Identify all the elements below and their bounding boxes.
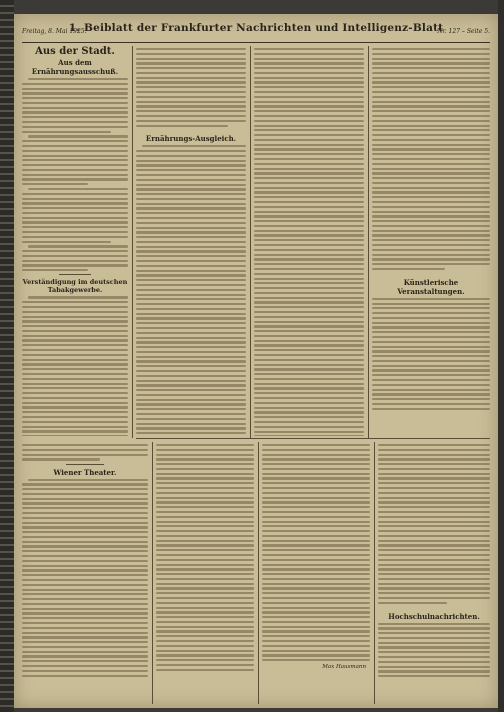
article-body (372, 48, 490, 270)
bottom-column-2 (156, 442, 254, 704)
article-body (136, 48, 246, 127)
column-rule (152, 442, 153, 704)
article-body (156, 444, 254, 671)
article-body (378, 623, 490, 678)
column-rule (258, 442, 259, 704)
newspaper-page (14, 14, 498, 708)
bottom-column-4 (378, 442, 490, 704)
article-heading: Wiener Theater. (53, 467, 117, 477)
article-body (378, 444, 490, 604)
divider (66, 464, 104, 465)
newspaper-title: 1. Beiblatt der Frankfurter Nachrichten und Intelligenz-Blatt (68, 22, 444, 34)
masthead (22, 20, 490, 43)
divider (59, 274, 91, 275)
article-heading: Hochschulnachrichten. (388, 611, 480, 621)
article-heading: Aus dem Ernährungsausschuß. (31, 58, 119, 76)
column-rule (368, 46, 369, 438)
article-body (22, 444, 148, 461)
page-edge (498, 0, 504, 712)
column-3 (254, 46, 364, 436)
article-heading: Verständigung im deutschen Tabakgewerbe. (22, 278, 128, 295)
column-4 (372, 46, 490, 436)
article-body (136, 145, 246, 436)
column-rule (250, 46, 251, 438)
author-signature: Max Hausmann (322, 663, 366, 670)
column-rule (132, 46, 133, 438)
article-heading: Ernährungs-Ausgleich. (145, 134, 237, 144)
article-body (262, 444, 370, 661)
section-heading: Aus der Stadt. (35, 46, 115, 57)
issue-date: Freitag, 8. Mai 1925. (22, 28, 87, 35)
issue-number: Nr. 127 – Seite 5. (437, 28, 490, 35)
article-body (22, 296, 128, 436)
column-1 (22, 46, 128, 436)
article-body (22, 78, 128, 271)
article-body (22, 479, 148, 677)
binding-spine (0, 0, 14, 712)
column-2 (136, 46, 246, 436)
article-body (254, 48, 364, 436)
article-body (372, 298, 490, 410)
section-rule (136, 438, 490, 439)
column-rule (374, 442, 375, 704)
bottom-column-1 (22, 442, 148, 704)
article-heading: Künstlerische Veranstaltungen. (397, 277, 465, 296)
bottom-column-3 (262, 442, 370, 704)
